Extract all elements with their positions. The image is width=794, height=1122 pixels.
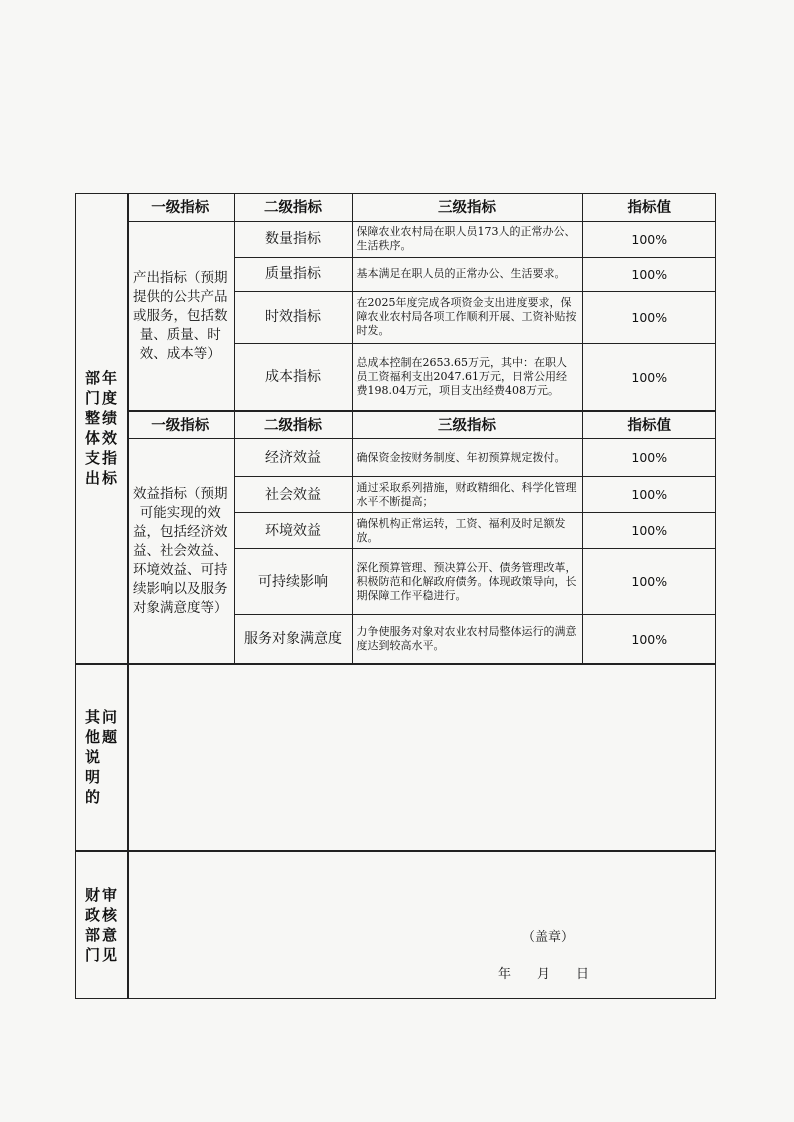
level3-cell: 通过采取系列措施，财政精细化、科学化管理水平不断提高； xyxy=(352,477,582,513)
value-cell: 100% xyxy=(582,291,716,343)
level2-cell: 数量指标 xyxy=(234,221,352,257)
date-label: 年 月 日 xyxy=(498,967,590,982)
level2-cell: 经济效益 xyxy=(234,439,352,477)
level2-cell: 可持续影响 xyxy=(234,549,352,615)
output-indicator-table xyxy=(127,193,716,412)
value-cell: 100% xyxy=(582,615,716,664)
header-level3: 三级指标 xyxy=(352,411,582,439)
level1-output: 产出指标（预期提供的公共产品或服务，包括数量、质量、时效、成本等） xyxy=(127,221,234,411)
value-cell: 100% xyxy=(582,221,716,257)
value-cell: 100% xyxy=(582,439,716,477)
level1-benefit: 效益指标（预期可能实现的效益，包括经济效益、社会效益、环境效益、可持续影响以及服务对象满意度等） xyxy=(127,439,234,664)
value-cell: 100% xyxy=(582,549,716,615)
level3-cell: 保障农业农村局在职人员173人的正常办公、生活秩序。 xyxy=(352,221,582,257)
section-title-col-2: 部 门 整 体 支 出 xyxy=(84,369,100,487)
value-cell: 100% xyxy=(582,477,716,513)
benefit-indicator-table xyxy=(127,410,716,664)
section-title-col-1: 年 度 绩 效 指 标 xyxy=(102,369,118,487)
section-title-other xyxy=(75,663,127,850)
section-title-col-1: 审 核 意 见 xyxy=(102,885,118,964)
level2-cell: 时效指标 xyxy=(234,291,352,343)
section-separator xyxy=(75,850,716,852)
level3-cell: 基本满足在职人员的正常办公、生活要求。 xyxy=(352,257,582,291)
section-title-col-2: 财 政 部 门 xyxy=(84,885,100,964)
section-title-col-1: 问 题 xyxy=(102,707,118,746)
level3-cell: 在2025年度完成各项资金支出进度要求，保障农业农村局各项工作顺利开展、工资补贴按时发。 xyxy=(352,291,582,343)
level2-cell: 社会效益 xyxy=(234,477,352,513)
section-title-review xyxy=(75,850,127,999)
header-level2: 二级指标 xyxy=(234,411,352,439)
section-title-performance xyxy=(75,193,127,663)
header-value: 指标值 xyxy=(582,193,716,221)
seal-label: （盖章） xyxy=(522,930,575,945)
header-level3: 三级指标 xyxy=(352,193,582,221)
level2-cell: 质量指标 xyxy=(234,257,352,291)
header-value: 指标值 xyxy=(582,411,716,439)
level2-cell: 成本指标 xyxy=(234,343,352,411)
value-cell: 100% xyxy=(582,257,716,291)
level3-cell: 确保资金按财务制度、年初预算规定拨付。 xyxy=(352,439,582,477)
value-cell: 100% xyxy=(582,513,716,549)
value-cell: 100% xyxy=(582,343,716,411)
level3-cell: 总成本控制在2653.65万元，其中：在职人员工资福利支出2047.61万元，日常公用经费198.04万元，项目支出经费408万元。 xyxy=(352,343,582,411)
header-level1: 一级指标 xyxy=(127,193,234,221)
level2-cell: 环境效益 xyxy=(234,513,352,549)
level3-cell: 力争使服务对象对农业农村局整体运行的满意度达到较高水平。 xyxy=(352,615,582,664)
level3-cell: 确保机构正常运转，工资、福利及时足额发放。 xyxy=(352,513,582,549)
section-title-col-2: 其 他 说 明 的 xyxy=(84,707,100,806)
level3-cell: 深化预算管理、预决算公开、债务管理改革，积极防范和化解政府债务。体现政策导向，长期保障工作平稳进行。 xyxy=(352,549,582,615)
level2-cell: 服务对象满意度 xyxy=(234,615,352,664)
header-level1: 一级指标 xyxy=(127,411,234,439)
header-level2: 二级指标 xyxy=(234,193,352,221)
